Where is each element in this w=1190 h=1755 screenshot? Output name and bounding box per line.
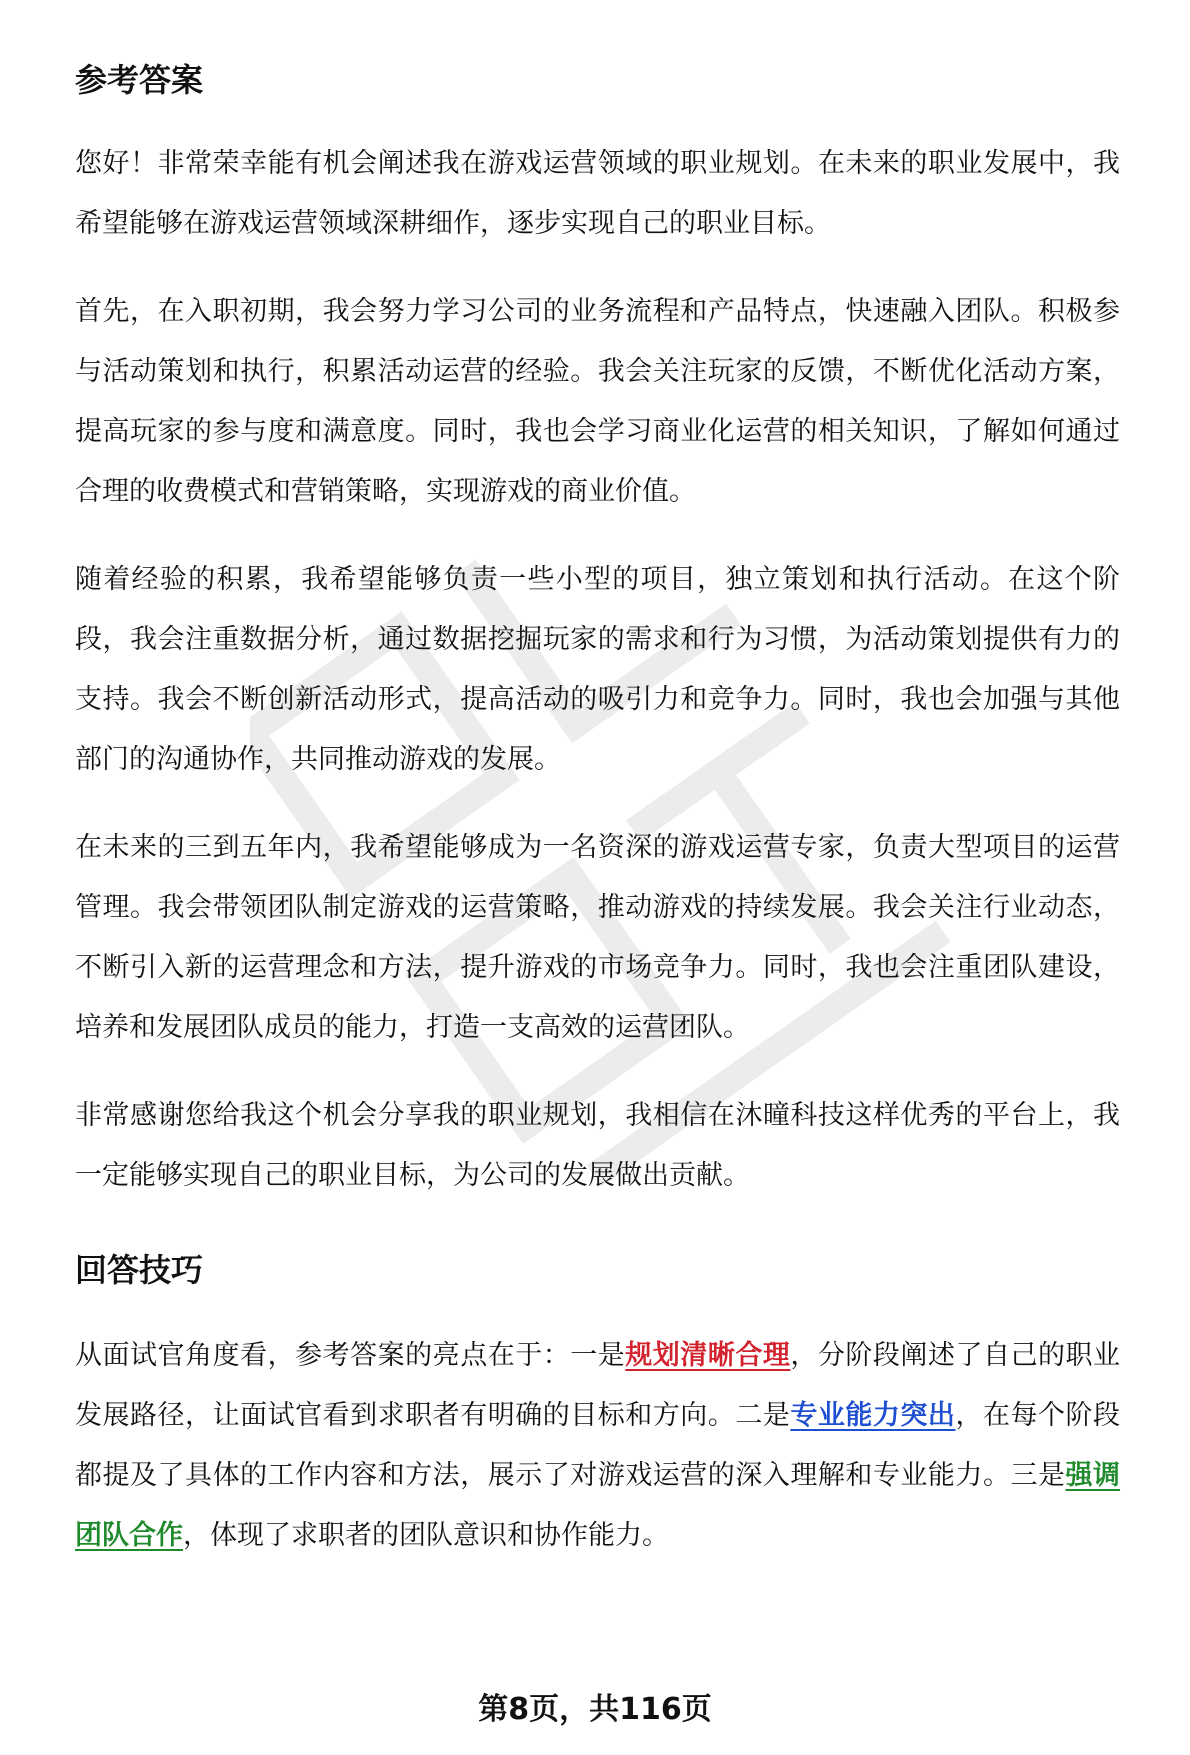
tips-text-4: ，体现了求职者的团队意识和协作能力。 bbox=[183, 1520, 669, 1551]
answer-paragraph-4: 在未来的三到五年内，我希望能够成为一名资深的游戏运营专家，负责大型项目的运营管理。我会带领团队制定游戏的运营策略，推动游戏的持续发展。我会关注行业动态，不断引入新的运营理念和方法，提升游戏的市场竞争力。同时，我也会注重团队建设，培养和发展团队成员的能力，打造一支高效的运营团队。 bbox=[75, 832, 1120, 1043]
tips-text-2: ，分阶段阐述了自己的职业发展路径，让面试官看到求职者有明确的目标和方向。二是 bbox=[75, 1340, 1121, 1431]
answer-paragraph-5: 非常感谢您给我这个机会分享我的职业规划，我相信在沐曈科技这样优秀的平台上，我一定能够实现自己的职业目标，为公司的发展做出贡献。 bbox=[75, 1100, 1120, 1191]
highlight-clear-plan: 规划清晰合理 bbox=[625, 1340, 791, 1371]
tips-text-3: ，在每个阶段都提及了具体的工作内容和方法，展示了对游戏运营的深入理解和专业能力。三是 bbox=[75, 1400, 1121, 1491]
document-body bbox=[75, 58, 1120, 1566]
section-title-answer-tips: 回答技巧 bbox=[75, 1251, 204, 1289]
answer-paragraph-3: 随着经验的积累，我希望能够负责一些小型的项目，独立策划和执行活动。在这个阶段，我会注重数据分析，通过数据挖掘玩家的需求和行为习惯，为活动策划提供有力的支持。我会不断创新活动形式，提高活动的吸引力和竞争力。同时，我也会加强与其他部门的沟通协作，共同推动游戏的发展。 bbox=[75, 564, 1120, 775]
page-number-footer: 第8页，共116页 bbox=[478, 1692, 712, 1727]
answer-paragraph-2: 首先，在入职初期，我会努力学习公司的业务流程和产品特点，快速融入团队。积极参与活动策划和执行，积累活动运营的经验。我会关注玩家的反馈，不断优化活动方案，提高玩家的参与度和满意度。同时，我也会学习商业化运营的相关知识，了解如何通过合理的收费模式和营销策略，实现游戏的商业价值。 bbox=[75, 296, 1120, 507]
answer-paragraph-1: 您好！非常荣幸能有机会阐述我在游戏运营领域的职业规划。在未来的职业发展中，我希望能够在游戏运营领域深耕细作，逐步实现自己的职业目标。 bbox=[75, 148, 1120, 239]
tips-paragraph bbox=[75, 1326, 1120, 1566]
section-title-reference-answer: 参考答案 bbox=[75, 61, 204, 99]
highlight-professional-ability: 专业能力突出 bbox=[790, 1400, 956, 1431]
tips-text-1: 从面试官角度看，参考答案的亮点在于：一是 bbox=[75, 1340, 626, 1371]
highlight-teamwork: 强调团队合作 bbox=[75, 1460, 1121, 1551]
